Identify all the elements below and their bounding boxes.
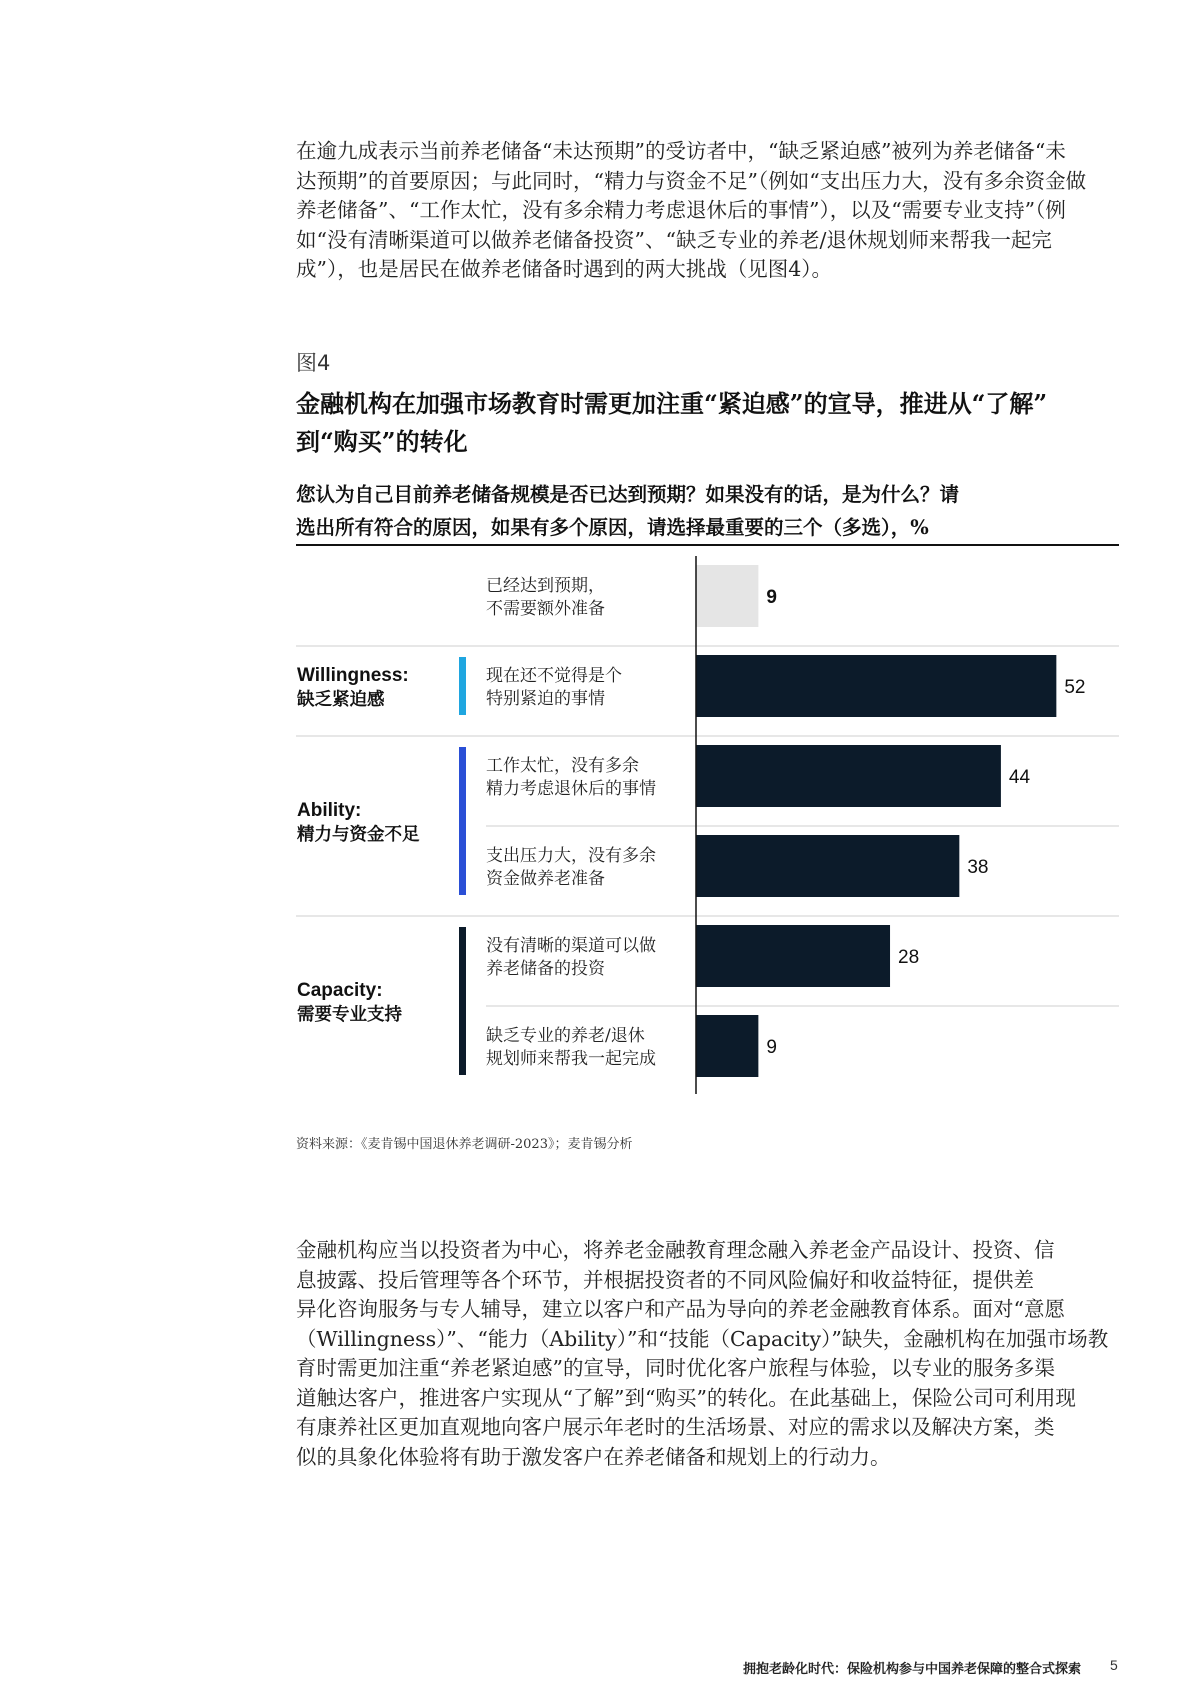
figure-title bbox=[296, 385, 1126, 461]
figure-question-line: 您认为自己目前养老储备规模是否已达到预期？如果没有的话，是为什么？请 bbox=[296, 483, 960, 506]
closing-line: 息披露、投后管理等各个环节，并根据投资者的不同风险偏好和收益特征，提供差 bbox=[296, 1267, 1034, 1292]
closing-line: 似的具象化体验将有助于激发客户在养老储备和规划上的行动力。 bbox=[296, 1444, 891, 1469]
value-label: 9 bbox=[766, 1037, 777, 1058]
bar bbox=[696, 565, 758, 627]
value-label: 44 bbox=[1008, 767, 1031, 788]
closing-line: （Willingness）”、“能力（Ability）”和“技能（Capacity）”缺失，金融机构在加强市场教 bbox=[296, 1326, 1109, 1351]
category-label: 养老储备的投资 bbox=[486, 959, 605, 979]
figure-title-line: 金融机构在加强市场教育时需更加注重“紧迫感”的宣导，推进从“了解” bbox=[296, 389, 1048, 418]
intro-line: 成”），也是居民在做养老储备时遇到的两大挑战（见图4）。 bbox=[296, 257, 833, 281]
bar bbox=[696, 1015, 758, 1077]
category-label: 不需要额外准备 bbox=[486, 599, 605, 619]
group-label-zh: 精力与资金不足 bbox=[297, 825, 420, 845]
closing-line: 金融机构应当以投资者为中心，将养老金融教育理念融入养老金产品设计、投资、信 bbox=[296, 1238, 1055, 1262]
group-label-en: Willingness: bbox=[297, 665, 409, 686]
bar bbox=[696, 655, 1056, 717]
category-label: 现在还不觉得是个 bbox=[486, 666, 622, 686]
intro-line: 如“没有清晰渠道可以做养老储备投资”、“缺乏专业的养老/退休规划师来帮我一起完 bbox=[296, 227, 1052, 252]
category-label: 精力考虑退休后的事情 bbox=[486, 779, 656, 799]
group-accent-bar bbox=[459, 747, 466, 895]
value-label: 52 bbox=[1064, 677, 1086, 698]
group-label-en: Capacity: bbox=[297, 980, 383, 1001]
intro-line: 在逾九成表示当前养老储备“未达预期”的受访者中，“缺乏紧迫感”被列为养老储备“未 bbox=[296, 139, 1066, 163]
category-label: 缺乏专业的养老/退休 bbox=[486, 1026, 645, 1046]
footer-title: 拥抱老龄化时代：保险机构参与中国养老保障的整合式探索 bbox=[742, 1662, 1081, 1677]
group-label-en: Ability: bbox=[297, 800, 362, 821]
closing-line: 异化咨询服务与专人辅导，建立以客户和产品为导向的养老金融教育体系。面对“意愿 bbox=[296, 1297, 1065, 1321]
intro-line: 养老储备”、“工作太忙，没有多余精力考虑退休后的事情”），以及“需要专业支持”（例 bbox=[296, 198, 1066, 222]
group-accent-bar bbox=[459, 657, 466, 715]
category-label: 特别紧迫的事情 bbox=[486, 689, 605, 709]
figure-title-line: 到“购买”的转化 bbox=[296, 427, 468, 456]
value-label: 28 bbox=[898, 947, 920, 968]
question-divider bbox=[296, 544, 1119, 546]
category-label: 工作太忙，没有多余 bbox=[486, 756, 639, 776]
bar bbox=[696, 925, 890, 987]
closing-line: 有康养社区更加直观地向客户展示年老时的生活场景、对应的需求以及解决方案，类 bbox=[296, 1415, 1055, 1439]
intro-line: 达预期”的首要原因；与此同时，“精力与资金不足”（例如“支出压力大，没有多余资金做 bbox=[296, 168, 1087, 193]
closing-line: 育时需更加注重“养老紧迫感”的宣导，同时优化客户旅程与体验，以专业的服务多渠 bbox=[296, 1356, 1055, 1380]
value-label: 38 bbox=[967, 857, 989, 878]
category-label: 没有清晰的渠道可以做 bbox=[486, 936, 656, 956]
category-label: 资金做养老准备 bbox=[486, 869, 605, 889]
value-label: 9 bbox=[766, 587, 777, 608]
page-number: 5 bbox=[1110, 1657, 1118, 1673]
closing-line: 道触达客户，推进客户实现从“了解”到“购买”的转化。在此基础上，保险公司可利用现 bbox=[296, 1385, 1076, 1410]
category-label: 支出压力大，没有多余 bbox=[486, 846, 656, 866]
category-label: 已经达到预期， bbox=[486, 576, 605, 596]
figure-question-line: 选出所有符合的原因，如果有多个原因，请选择最重要的三个（多选），% bbox=[296, 516, 929, 539]
figure-label: 图4 bbox=[296, 351, 331, 375]
source-note: 资料来源：《麦肯锡中国退休养老调研-2023》；麦肯锡分析 bbox=[296, 1137, 633, 1152]
closing-paragraph bbox=[296, 1236, 1120, 1472]
category-label: 规划师来帮我一起完成 bbox=[486, 1049, 656, 1069]
bar bbox=[696, 745, 1001, 807]
bar bbox=[696, 835, 959, 897]
group-label-zh: 缺乏紧迫感 bbox=[297, 690, 385, 710]
figure-question bbox=[296, 478, 1116, 544]
intro-paragraph bbox=[296, 137, 1120, 285]
group-label-zh: 需要专业支持 bbox=[297, 1005, 402, 1025]
group-accent-bar bbox=[459, 927, 466, 1075]
